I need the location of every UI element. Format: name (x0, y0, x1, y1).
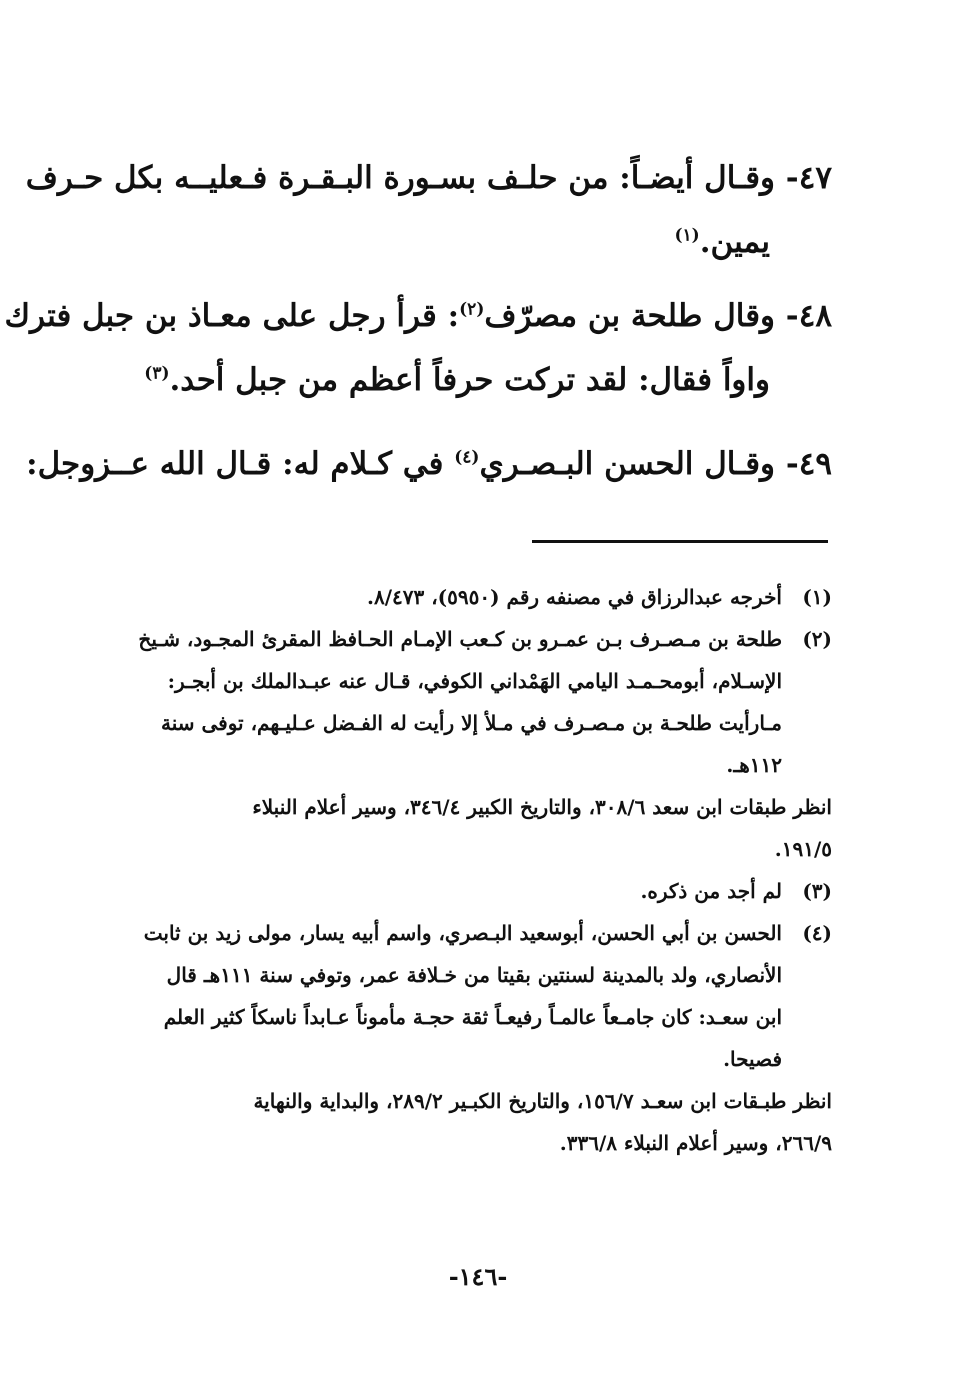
footnote-line: طلحة بن مـصـرف بـن عمـرو بن كـعب الإمـام الحـافظ المقرئ المجـود، شـيخ (138, 627, 782, 651)
footnote-line: مـارأيت طلحـة بن مـصـرف في مـلأ إلا رأيت له الفـضل عـليـهم، توفى سنة (161, 711, 782, 735)
entry-47-line-2: يمين. (699, 224, 770, 260)
footnote-2 (112, 618, 832, 786)
footnote-line: ١١٢هـ. (726, 753, 782, 777)
entry-47 (25, 146, 832, 274)
footnote-mark-2: (٢) (459, 299, 485, 320)
footnote-3 (112, 870, 832, 912)
reference-line: ٢٦٦/٩، وسير أعلام النبلاء ٣٣٦/٨. (559, 1131, 832, 1155)
footnote-number: (١) (802, 585, 832, 609)
footnote-4-references (112, 1080, 832, 1164)
entry-48-line-1b: : قرأ رجل على معـاذ بن جبل فترك (4, 298, 460, 334)
entry-49 (26, 432, 832, 496)
entry-49-line-1b: في كـلام له: قـال الله عــزوجل: (26, 446, 455, 482)
footnote-line: الحسن بن أبي الحسن، أبوسعيد البـصري، واسم أبيه يسار، مولى زيد بن ثابت (143, 921, 782, 945)
entry-48 (4, 284, 832, 412)
footnote-line: ابن سعـد: كان جامـعاً عالمـاً رفيعـاً ثقة حجـة مأموناً عـابداً ناسكاً كثير العلم (163, 1005, 782, 1029)
footnote-number: (٣) (802, 879, 832, 903)
entry-49-line-1a: ٤٩- وقـال الحسن البـصـري (479, 446, 832, 482)
footnotes-section (112, 576, 832, 1164)
entry-48-line-1a: ٤٨- وقال طلحة بن مصرّف (484, 298, 832, 334)
footnote-line: فصيحا. (723, 1047, 782, 1071)
footnote-line: لم أجد من ذكره. (640, 879, 782, 903)
footnote-2-references (112, 786, 832, 870)
footnote-4 (112, 912, 832, 1080)
footnote-line: الإسـلام، أبومحـمـد اليامي الهَمْداني الكوفي، قـال عنه عبـدالملك بن أبجـر: (167, 669, 782, 693)
page-number: -١٤٦- (448, 1262, 508, 1291)
footnote-line: أخرجه عبدالرزاق في مصنفه رقم (٥٩٥٠)، ٨/٤٧٣. (366, 585, 782, 609)
footnote-divider (532, 540, 828, 543)
reference-line: انظر طبـقات ابن سعـد ١٥٦/٧، والتاريخ الكبـير ٢٨٩/٢، والبداية والنهاية (253, 1089, 832, 1113)
footnote-mark-1: (١) (674, 225, 700, 246)
footnote-number: (٤) (802, 921, 832, 945)
footnote-mark-3: (٣) (144, 363, 170, 384)
footnote-number: (٢) (802, 627, 832, 651)
footnote-1 (112, 576, 832, 618)
reference-line: انظر طبقات ابن سعد ٣٠٨/٦، والتاريخ الكبير ٣٤٦/٤، وسير أعلام النبلاء (252, 795, 832, 819)
footnote-line: الأنصاري، ولد بالمدينة لسنتين بقيتا من خـلافة عمر، وتوفي سنة ١١١هـ قال (166, 963, 782, 987)
entry-47-line-1: ٤٧- وقـال أيضـاً: من حلـف بسـورة البـقـرة فـعليــه بكل حـرف (25, 160, 832, 196)
footnote-mark-4: (٤) (454, 447, 480, 468)
reference-line: ١٩١/٥. (774, 837, 832, 861)
entry-48-line-2: واواً فقال: لقد تركت حرفاً أعظم من جبل أحد. (169, 362, 770, 398)
